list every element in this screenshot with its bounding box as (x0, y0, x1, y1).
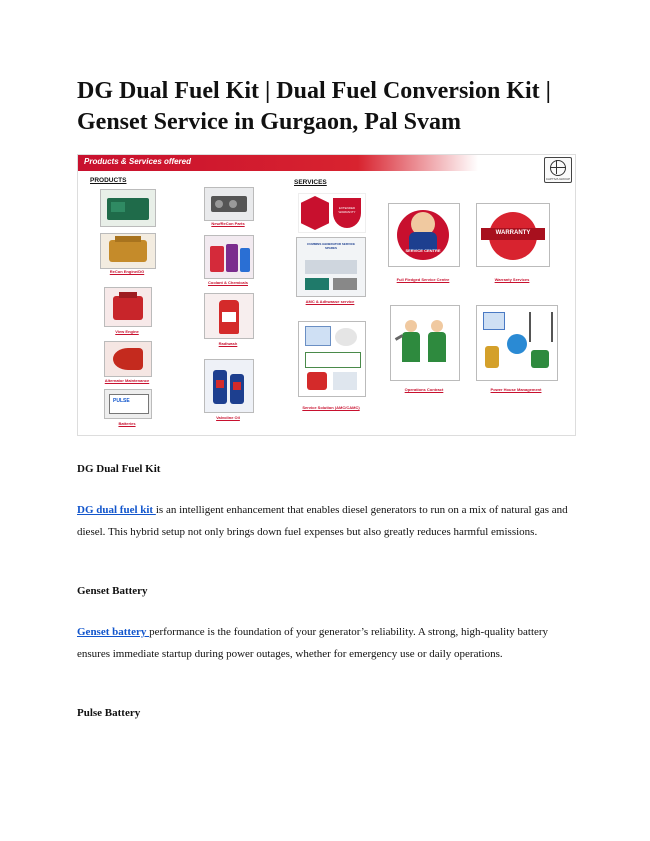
engine-caption: ReCon Engine/DG (109, 269, 145, 274)
operations-image (390, 305, 460, 381)
alternator-image (104, 341, 152, 377)
service-solution-image (298, 321, 366, 397)
company-logo-icon (544, 157, 572, 183)
section-body-dual-fuel (77, 499, 577, 543)
batteries-caption: Batteries (118, 421, 136, 426)
section-heading-dual-fuel: DG Dual Fuel Kit (77, 463, 161, 475)
view-engine-image (104, 287, 152, 327)
genset-battery-link[interactable]: Genset battery (77, 626, 150, 638)
service-badge-text: SERVICE CENTRE (405, 248, 441, 253)
genset-battery-text: performance is the foundation of your generator’s reliability. A strong, high-quality battery ensures immediate startup during power outages, whether for emergency use or daily operations. (77, 626, 549, 660)
parts-caption: New/ReCon Parts (211, 221, 245, 226)
warranty-image (476, 203, 550, 267)
service-solution-caption: Service Solution (AMC/CAMC) (302, 405, 360, 410)
power-house-caption: Power House Management (490, 387, 542, 392)
parts-image (204, 187, 254, 221)
banner-header-text: Products & Services offered (84, 157, 192, 166)
battery-image (104, 389, 152, 419)
radiowash-caption: Radiwash (218, 341, 238, 346)
coolant-image (204, 235, 254, 279)
cummins-title-text: CUMMINS GENERATOR SERVICE SPARES (306, 242, 355, 250)
logo-text: CAPTIVA GROUP (545, 177, 571, 181)
valvoline-caption: Valvoline Oil (216, 415, 240, 420)
amc-brochure-image (296, 237, 366, 297)
cummins-warranty-image (298, 193, 366, 233)
valvoline-image (204, 359, 254, 413)
section-body-genset-battery (77, 621, 577, 665)
services-label: SERVICES (294, 179, 327, 186)
dg-dual-fuel-kit-link[interactable]: DG dual fuel kit (77, 504, 156, 516)
page-title: DG Dual Fuel Kit | Dual Fuel Conversion Kit | Genset Service in Gurgaon, Pal Svam (77, 78, 551, 135)
engine-image (100, 233, 156, 269)
view-engine-caption: View Engine (115, 329, 139, 334)
alternator-caption: Alternator Maintenance (104, 378, 150, 383)
warranty-caption: Warranty Services (494, 277, 530, 282)
generator-image (100, 189, 156, 227)
products-label: PRODUCTS (90, 177, 127, 184)
products-services-banner (77, 154, 576, 436)
extended-warranty-text: EXTENDED WARRANTY (338, 206, 356, 214)
section-heading-genset-battery: Genset Battery (77, 585, 148, 597)
amc-caption: AMC & Adhwasse service (305, 299, 355, 304)
power-house-image (476, 305, 558, 381)
dual-fuel-text: is an intelligent enhancement that enables diesel generators to run on a mix of natural gas and diesel. This hybrid setup not only brings down fuel expenses but also greatly reduces harmful emissions. (77, 504, 568, 538)
service-centre-caption: Full Fledged Service Centre (396, 277, 450, 282)
banner-header-bar (78, 155, 478, 171)
warranty-badge-text: WARRANTY (495, 230, 531, 236)
radiowash-image (204, 293, 254, 339)
operations-caption: Operations Contract (404, 387, 444, 392)
section-heading-pulse-battery: Pulse Battery (77, 707, 141, 719)
pulse-text: PULSE (113, 398, 130, 404)
service-centre-image (388, 203, 460, 267)
coolant-caption: Coolant & Chemicals (207, 280, 248, 285)
